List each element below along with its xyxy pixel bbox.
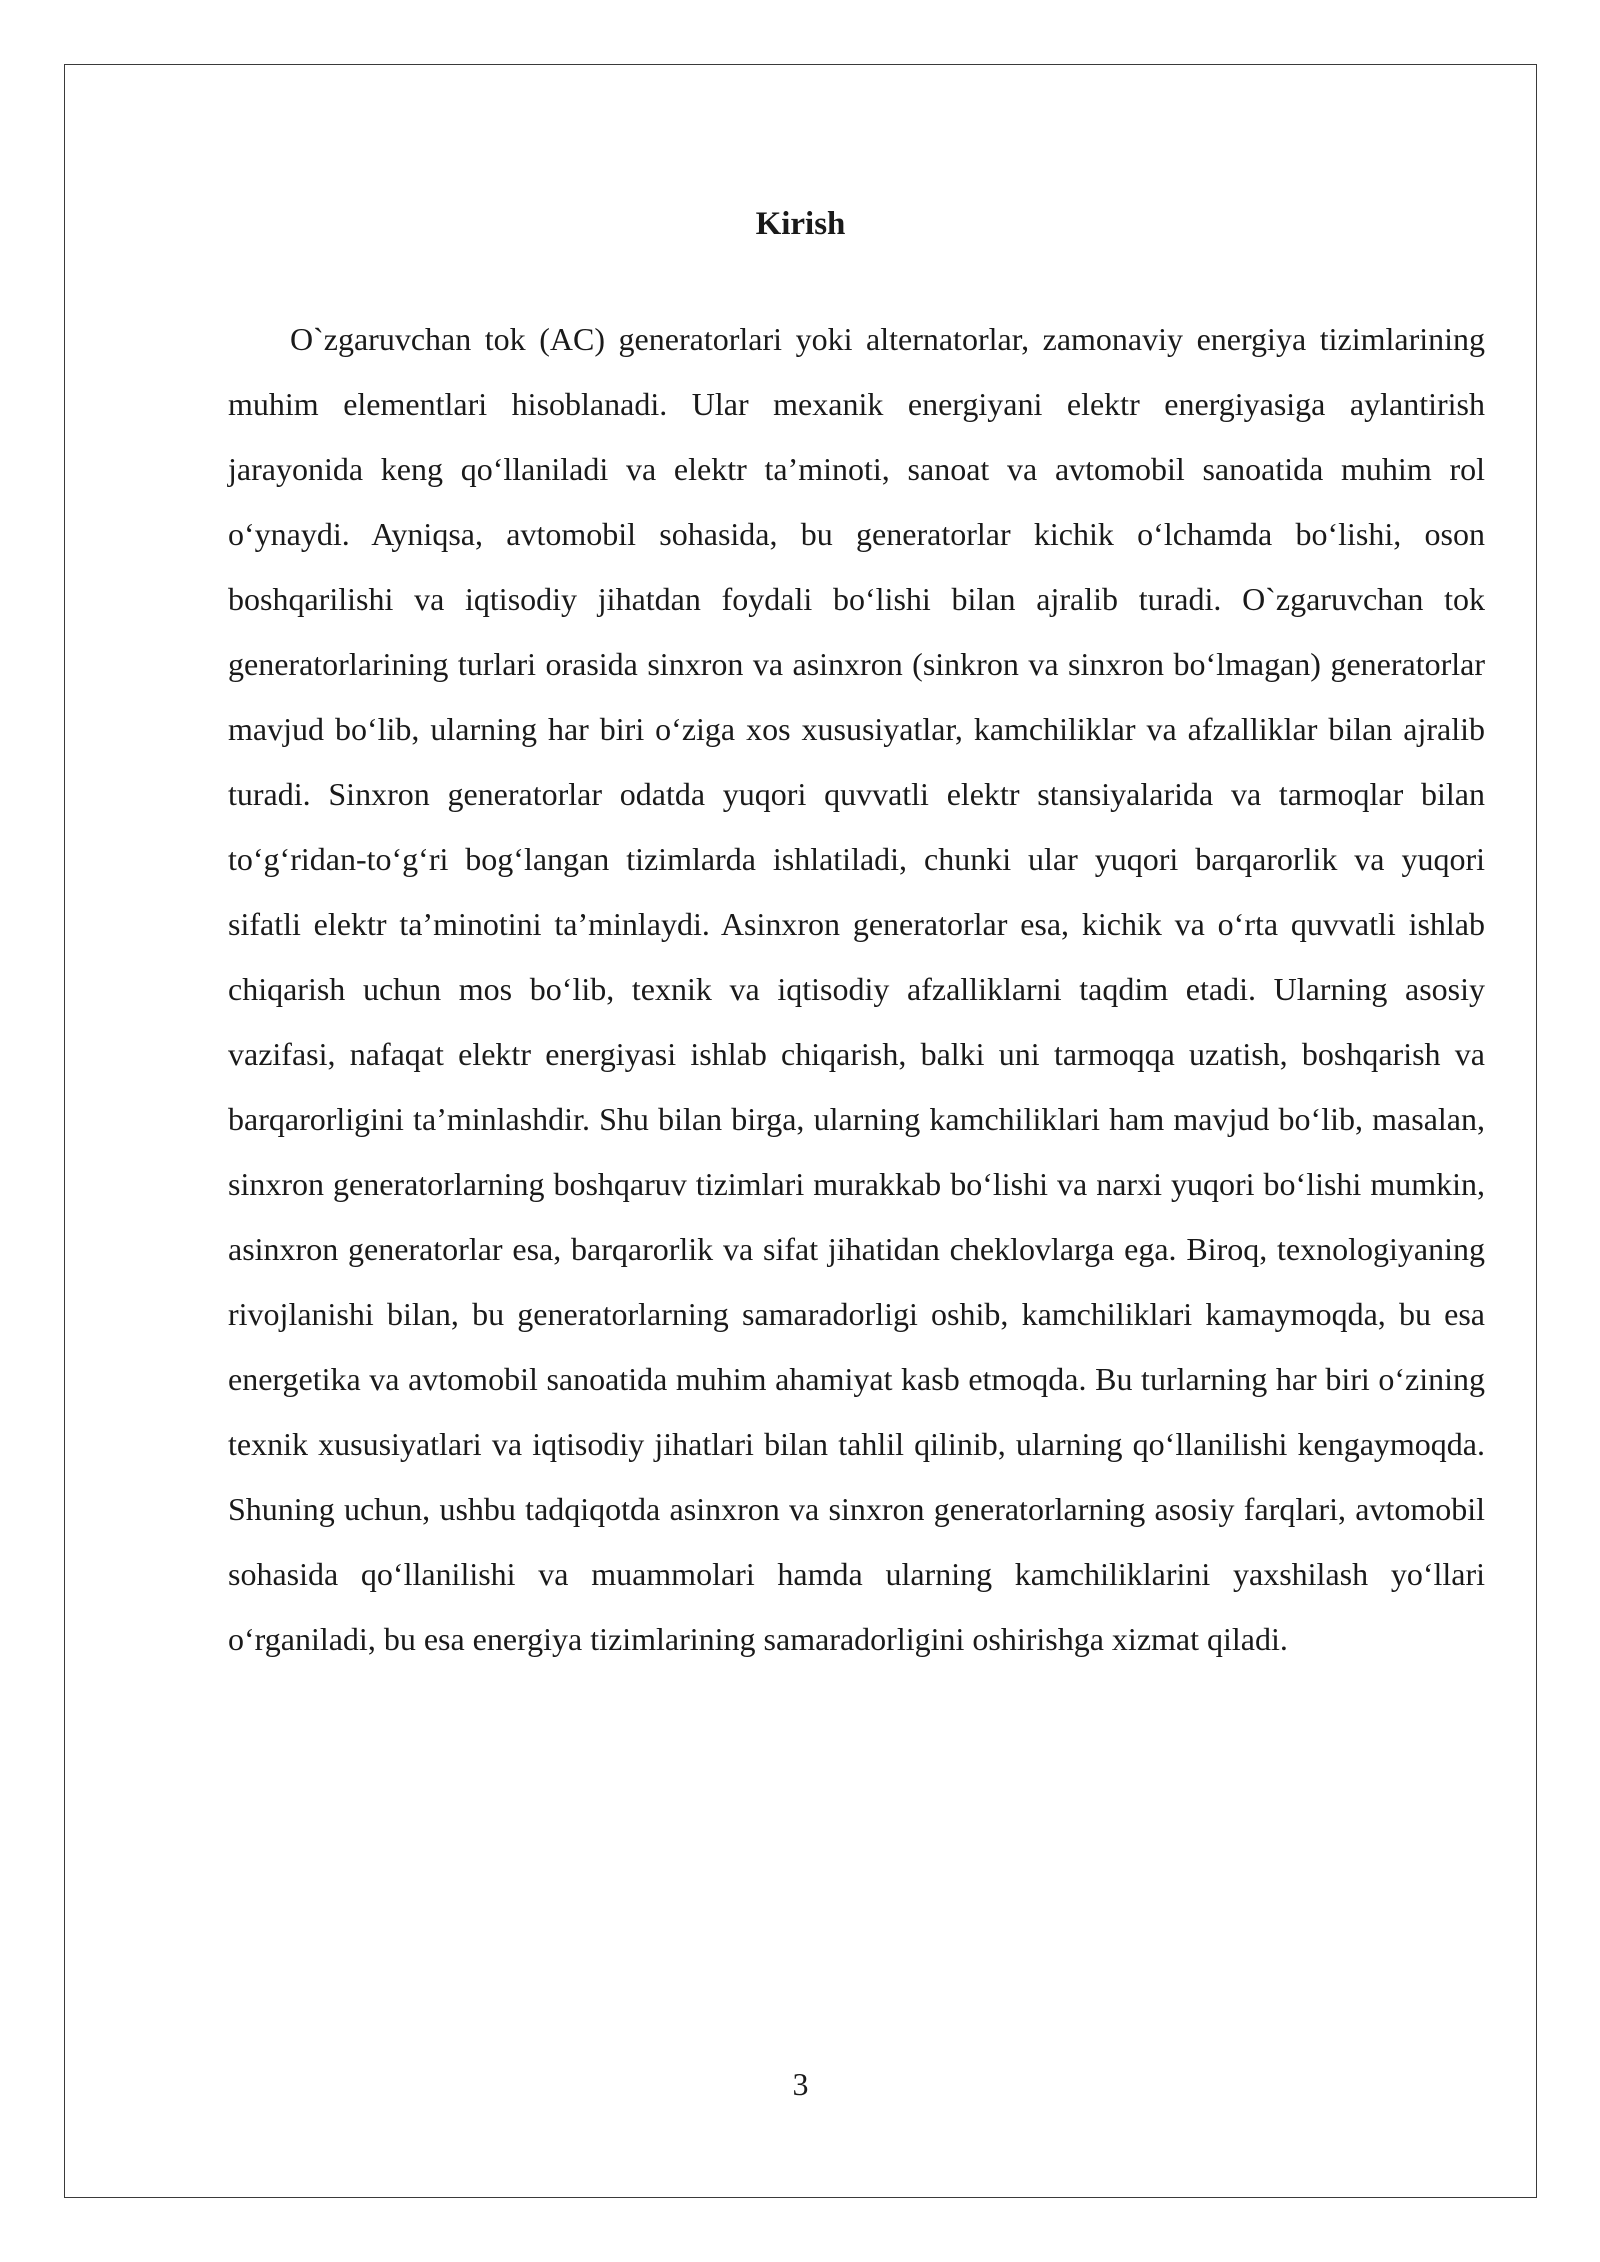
body-paragraph: O`zgaruvchan tok (AC) generatorlari yoki alternatorlar, zamonaviy energiya tizimlarining muhim elementlari hisoblanadi. Ular mexanik energiyani elektr energiyasiga aylantirish jarayonida keng qo‘llaniladi va elektr ta’minoti, sanoat va avtomobil sanoatida muhim rol o‘ynaydi. Ayniqsa, avtomobil sohasida, bu generatorlar kichik o‘lchamda bo‘lishi, oson boshqarilishi va iqtisodiy jihatdan foydali bo‘lishi bilan ajralib turadi. O`zgaruvchan tok generatorlarining turlari orasida sinxron va asinxron (sinkron va sinxron bo‘lmagan) generatorlar mavjud bo‘lib, ularning har biri o‘ziga xos xususiyatlar, kamchiliklar va afzalliklar bilan ajralib turadi. Sinxron generatorlar odatda yuqori quvvatli elektr stansiyalarida va tarmoqlar bilan to‘g‘ridan-to‘g‘ri bog‘langan tizimlarda ishlatiladi, chunki ular yuqori barqarorlik va yuqori sifatli elektr ta’minotini ta’minlaydi. Asinxron generatorlar esa, kichik va o‘rta quvvatli ishlab chiqarish uchun mos bo‘lib, texnik va iqtisodiy afzalliklarni taqdim etadi. Ularning asosiy vazifasi, nafaqat elektr energiyasi ishlab chiqarish, balki uni tarmoqqa uzatish, boshqarish va barqarorligini ta’minlashdir. Shu bilan birga, ularning kamchiliklari ham mavjud bo‘lib, masalan, sinxron generatorlarning boshqaruv tizimlari murakkab bo‘lishi va narxi yuqori bo‘lishi mumkin, asinxron generatorlar esa, barqarorlik va sifat jihatidan cheklovlarga ega. Biroq, texnologiyaning rivojlanishi bilan, bu generatorlarning samaradorligi oshib, kamchiliklari kamaymoqda, bu esa energetika va avtomobil sanoatida muhim ahamiyat kasb etmoqda. Bu turlarning har biri o‘zining texnik xususiyatlari va iqtisodiy jihatlari bilan tahlil qilinib, ularning qo‘llanilishi kengaymoqda. Shuning uchun, ushbu tadqiqotda asinxron va sinxron generatorlarning asosiy farqlari, avtomobil sohasida qo‘llanilishi va muammolari hamda ularning kamchiliklarini yaxshilash yo‘llari o‘rganiladi, bu esa energiya tizimlarining samaradorligini oshirishga xizmat qiladi. (228, 321, 1485, 1657)
section-heading: Kirish (755, 206, 846, 242)
page-number: 3 (792, 2066, 809, 2102)
